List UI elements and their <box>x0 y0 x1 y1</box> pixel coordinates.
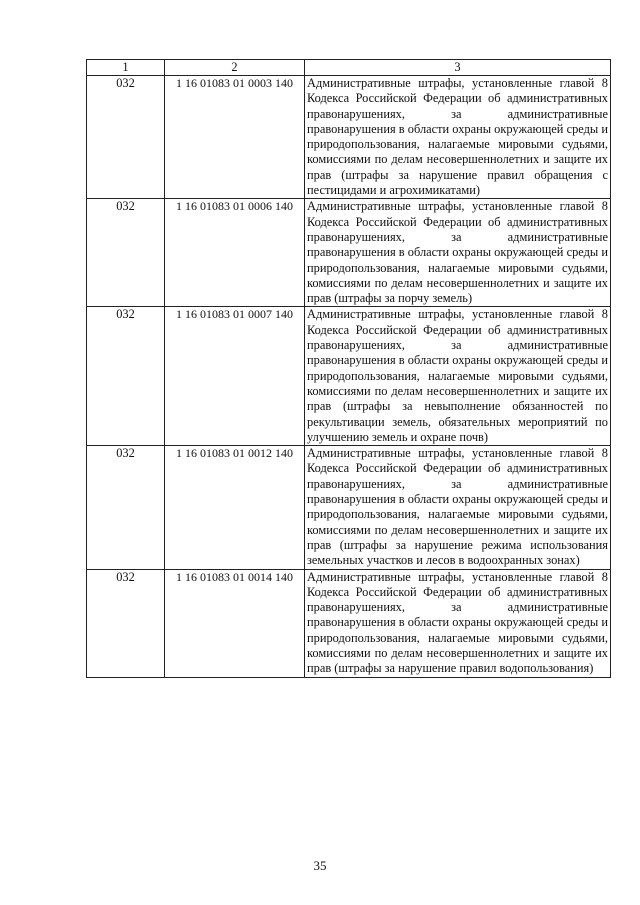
column-header-3: 3 <box>305 60 611 76</box>
description-cell: Административные штрафы, установленные главой 8 Кодекса Российской Федерации об административных правонарушениях, за административные правонарушения в области охраны окружающей среды и природопользования, налагаемые мировыми судьями, комиссиями по делам несовершеннолетних и защите их прав (штрафы за нарушение правил водопользования) <box>305 569 611 677</box>
column-header-1: 1 <box>87 60 165 76</box>
admin-code-cell: 032 <box>87 307 165 446</box>
column-header-2: 2 <box>165 60 305 76</box>
budget-code-cell: 1 16 01083 01 0006 140 <box>165 199 305 307</box>
table-row <box>87 446 611 569</box>
description-cell: Административные штрафы, установленные главой 8 Кодекса Российской Федерации об административных правонарушениях, за административные правонарушения в области охраны окружающей среды и природопользования, налагаемые мировыми судьями, комиссиями по делам несовершеннолетних и защите их прав (штрафы за нарушение правил обращения с пестицидами и агрохимикатами) <box>305 76 611 199</box>
table-row <box>87 199 611 307</box>
budget-code-cell: 1 16 01083 01 0014 140 <box>165 569 305 677</box>
admin-code-cell: 032 <box>87 446 165 569</box>
description-cell: Административные штрафы, установленные главой 8 Кодекса Российской Федерации об административных правонарушениях, за административные правонарушения в области охраны окружающей среды и природопользования, налагаемые мировыми судьями, комиссиями по делам несовершеннолетних и защите их прав (штрафы за нарушение режима использования земельных участков и лесов в водоохранных зонах) <box>305 446 611 569</box>
admin-code-cell: 032 <box>87 199 165 307</box>
table-row <box>87 76 611 199</box>
table-row <box>87 307 611 446</box>
budget-code-cell: 1 16 01083 01 0003 140 <box>165 76 305 199</box>
table-row <box>87 569 611 677</box>
budget-code-cell: 1 16 01083 01 0007 140 <box>165 307 305 446</box>
budget-code-table <box>86 59 611 678</box>
admin-code-cell: 032 <box>87 569 165 677</box>
page-number: 35 <box>313 858 327 873</box>
description-cell: Административные штрафы, установленные главой 8 Кодекса Российской Федерации об административных правонарушениях, за административные правонарушения в области охраны окружающей среды и природопользования, налагаемые мировыми судьями, комиссиями по делам несовершеннолетних и защите их прав (штрафы за порчу земель) <box>305 199 611 307</box>
budget-code-cell: 1 16 01083 01 0012 140 <box>165 446 305 569</box>
table-header-row <box>87 60 611 76</box>
description-cell: Административные штрафы, установленные главой 8 Кодекса Российской Федерации об административных правонарушениях, за административные правонарушения в области охраны окружающей среды и природопользования, налагаемые мировыми судьями, комиссиями по делам несовершеннолетних и защите их прав (штрафы за невыполнение обязанностей по рекультивации земель, обязательных мероприятий по улучшению земель и охране почв) <box>305 307 611 446</box>
admin-code-cell: 032 <box>87 76 165 199</box>
